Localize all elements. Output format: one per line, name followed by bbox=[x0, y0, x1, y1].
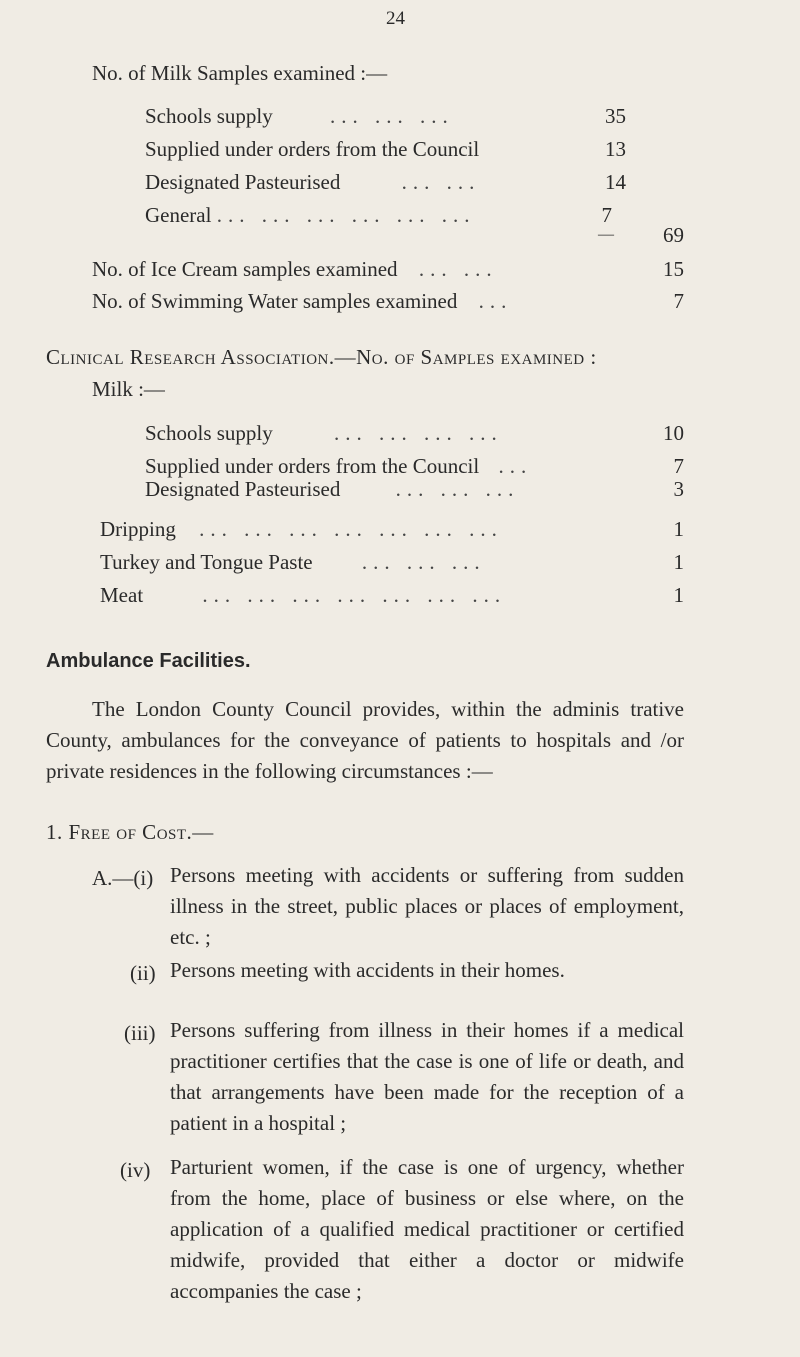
swimming-water-label: No. of Swimming Water samples examined ... bbox=[92, 289, 513, 313]
ice-cream-label: No. of Ice Cream samples examined ... ... bbox=[92, 257, 498, 281]
clinical-dripping-value: 1 bbox=[673, 517, 684, 541]
page-number: 24 bbox=[386, 8, 405, 29]
clinical-turkey-value: 1 bbox=[673, 550, 684, 574]
clinical-turkey-label: Turkey and Tongue Paste ... ... ... bbox=[100, 550, 486, 574]
milk-row-schools-label: Schools supply ... ... ... bbox=[145, 104, 454, 128]
item-i-text: Persons meeting with accidents or suffering from sudden illness in the street, public places or places of employment, etc. ; bbox=[170, 863, 684, 949]
item-iii-num: (iii) bbox=[124, 1021, 156, 1045]
swimming-water-value: 7 bbox=[673, 289, 684, 313]
clinical-milk-designated-value: 3 bbox=[673, 477, 684, 501]
milk-total-value: 69 bbox=[663, 223, 684, 247]
clinical-meat-value: 1 bbox=[673, 583, 684, 607]
item-iii-text: Persons suffering from illness in their homes if a medical practitioner certifies that the case is one of life or death, and that arrangements have been made for the reception of a patient in a hospital ; bbox=[170, 1018, 684, 1135]
item-a-prefix: A.—(i) bbox=[92, 866, 154, 890]
milk-total-dash: — bbox=[598, 226, 614, 243]
item-ii-num: (ii) bbox=[130, 961, 156, 985]
ambulance-intro-paragraph: The London County Council provides, within the adminis trative County, ambulances for the conveyance of patients to hospitals and /or private residences in the following circumstances :— bbox=[46, 697, 684, 783]
item-iv-text: Parturient women, if the case is one of urgency, whether from the home, place of business or else where, on the application of a qualified medical practitioner or certified midwife, provided that either a doctor or midwife accompanies the case ; bbox=[170, 1155, 684, 1303]
milk-row-designated-label: Designated Pasteurised ... ... bbox=[145, 170, 481, 194]
item-iv-num: (iv) bbox=[120, 1158, 151, 1182]
clinical-meat-label: Meat ... ... ... ... ... ... ... bbox=[100, 583, 507, 607]
milk-row-general-value: 7 bbox=[601, 203, 612, 227]
milk-row-schools-value: 35 bbox=[605, 104, 626, 128]
milk-row-council-label: Supplied under orders from the Council bbox=[145, 137, 480, 161]
clinical-milk-schools-value: 10 bbox=[663, 421, 684, 445]
milk-samples-heading: No. of Milk Samples examined :— bbox=[92, 61, 388, 85]
clinical-heading: Clinical Research Association.—No. of Samples examined : bbox=[46, 345, 597, 369]
clinical-milk-council-label: Supplied under orders from the Council ... bbox=[145, 454, 533, 478]
ice-cream-value: 15 bbox=[663, 257, 684, 281]
milk-row-council-value: 13 bbox=[605, 137, 626, 161]
clinical-dripping-label: Dripping ... ... ... ... ... ... ... bbox=[100, 517, 503, 541]
free-of-cost-title: 1. Free of Cost.— bbox=[46, 820, 214, 844]
item-ii-text: Persons meeting with accidents in their homes. bbox=[170, 958, 565, 982]
clinical-milk-schools-label: Schools supply ... ... ... ... bbox=[145, 421, 503, 445]
milk-row-general-label: General ... ... ... ... ... ... bbox=[145, 203, 476, 227]
milk-row-designated-value: 14 bbox=[605, 170, 626, 194]
clinical-milk-council-value: 7 bbox=[673, 454, 684, 478]
clinical-milk-designated-label: Designated Pasteurised ... ... ... bbox=[145, 477, 520, 501]
clinical-milk-label: Milk :— bbox=[92, 377, 165, 401]
ambulance-heading: Ambulance Facilities. bbox=[46, 650, 251, 672]
